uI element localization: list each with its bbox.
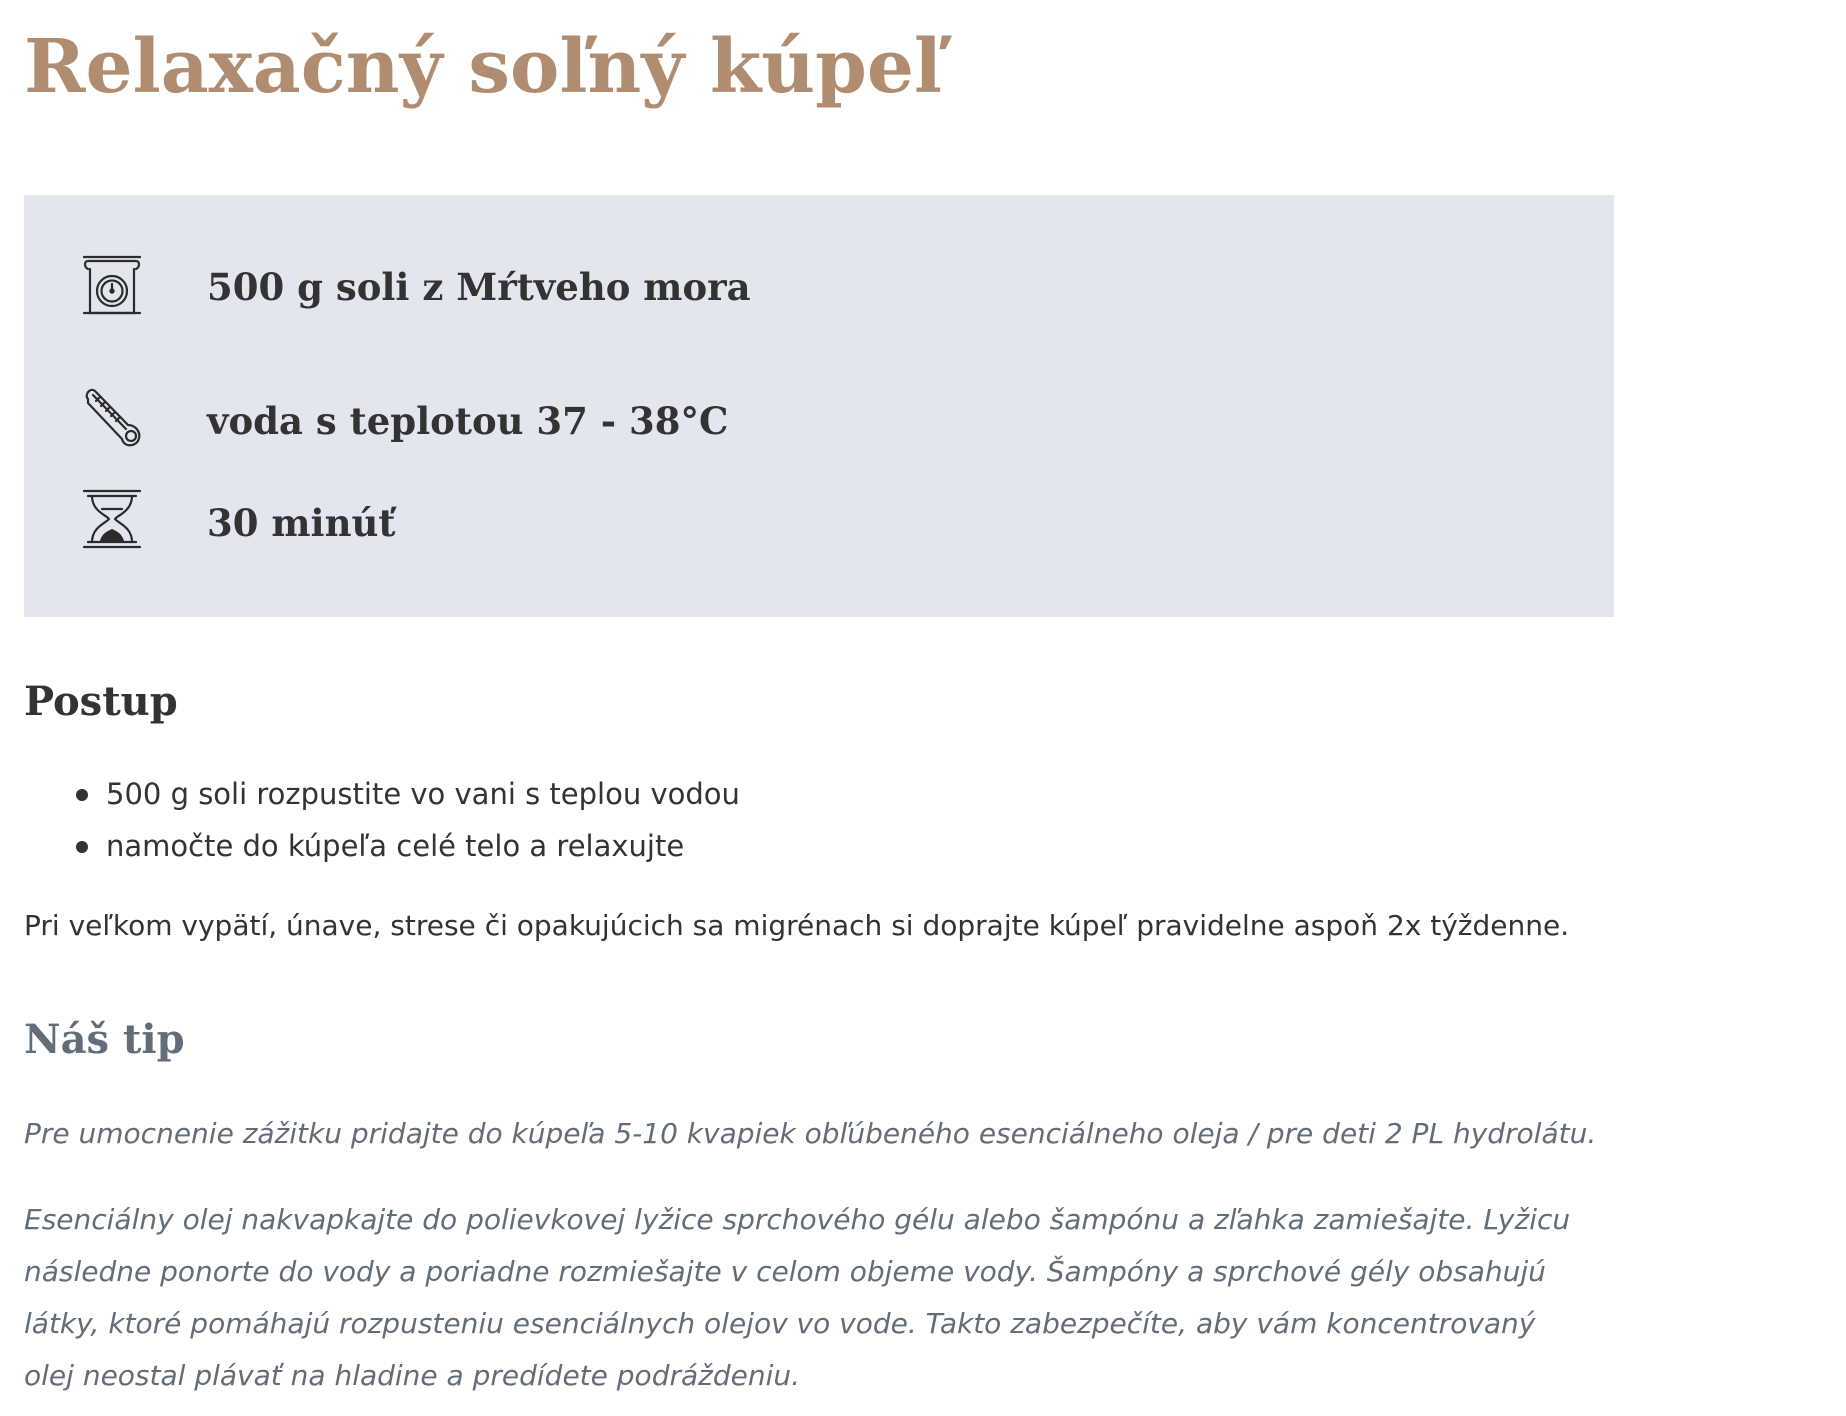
recipe-page bbox=[24, 0, 1614, 1392]
tip-paragraph-1: Pre umocnenie zážitku pridajte do kúpeľa 5-10 kvapiek obľúbeného esenciálneho oleja / pre deti 2 PL hydrolátu. bbox=[24, 1117, 1597, 1150]
scale-icon bbox=[80, 253, 144, 317]
tip-paragraph-2: Esenciálny olej nakvapkajte do polievkovej lyžice sprchového gélu alebo šampónu a zľahka zamiešajte. Lyžicu následne ponorte do vody a poriadne rozmiešajte v celom objeme vody. Šampóny a sprchové gély obsahujú látky, ktoré pomáhajú rozpusteniu esenciálnych olejov vo vode. Takto zabezpečíte, aby vám koncentrovaný olej neostal plávať na hladine a predídete podráždeniu. bbox=[24, 1203, 1571, 1392]
steps-list bbox=[24, 768, 740, 872]
list-item: 500 g soli rozpustite vo vani s teplou vodou bbox=[24, 768, 740, 820]
duration-label: 30 minúť bbox=[207, 501, 396, 545]
salt-amount-label: 500 g soli z Mŕtveho mora bbox=[207, 265, 751, 309]
ingredients-box bbox=[24, 195, 1614, 617]
list-item: namočte do kúpeľa celé telo a relaxujte bbox=[24, 820, 740, 872]
thermometer-icon bbox=[80, 385, 144, 449]
tip-heading: Náš tip bbox=[24, 1016, 185, 1063]
hourglass-icon bbox=[80, 487, 144, 551]
page-title: Relaxačný soľný kúpeľ bbox=[24, 24, 943, 110]
water-temperature-label: voda s teplotou 37 - 38°C bbox=[207, 399, 729, 443]
frequency-note: Pri veľkom vypätí, únave, strese či opakujúcich sa migrénach si doprajte kúpeľ pravidelne aspoň 2x týždenne. bbox=[24, 909, 1570, 942]
postup-heading: Postup bbox=[24, 678, 178, 725]
